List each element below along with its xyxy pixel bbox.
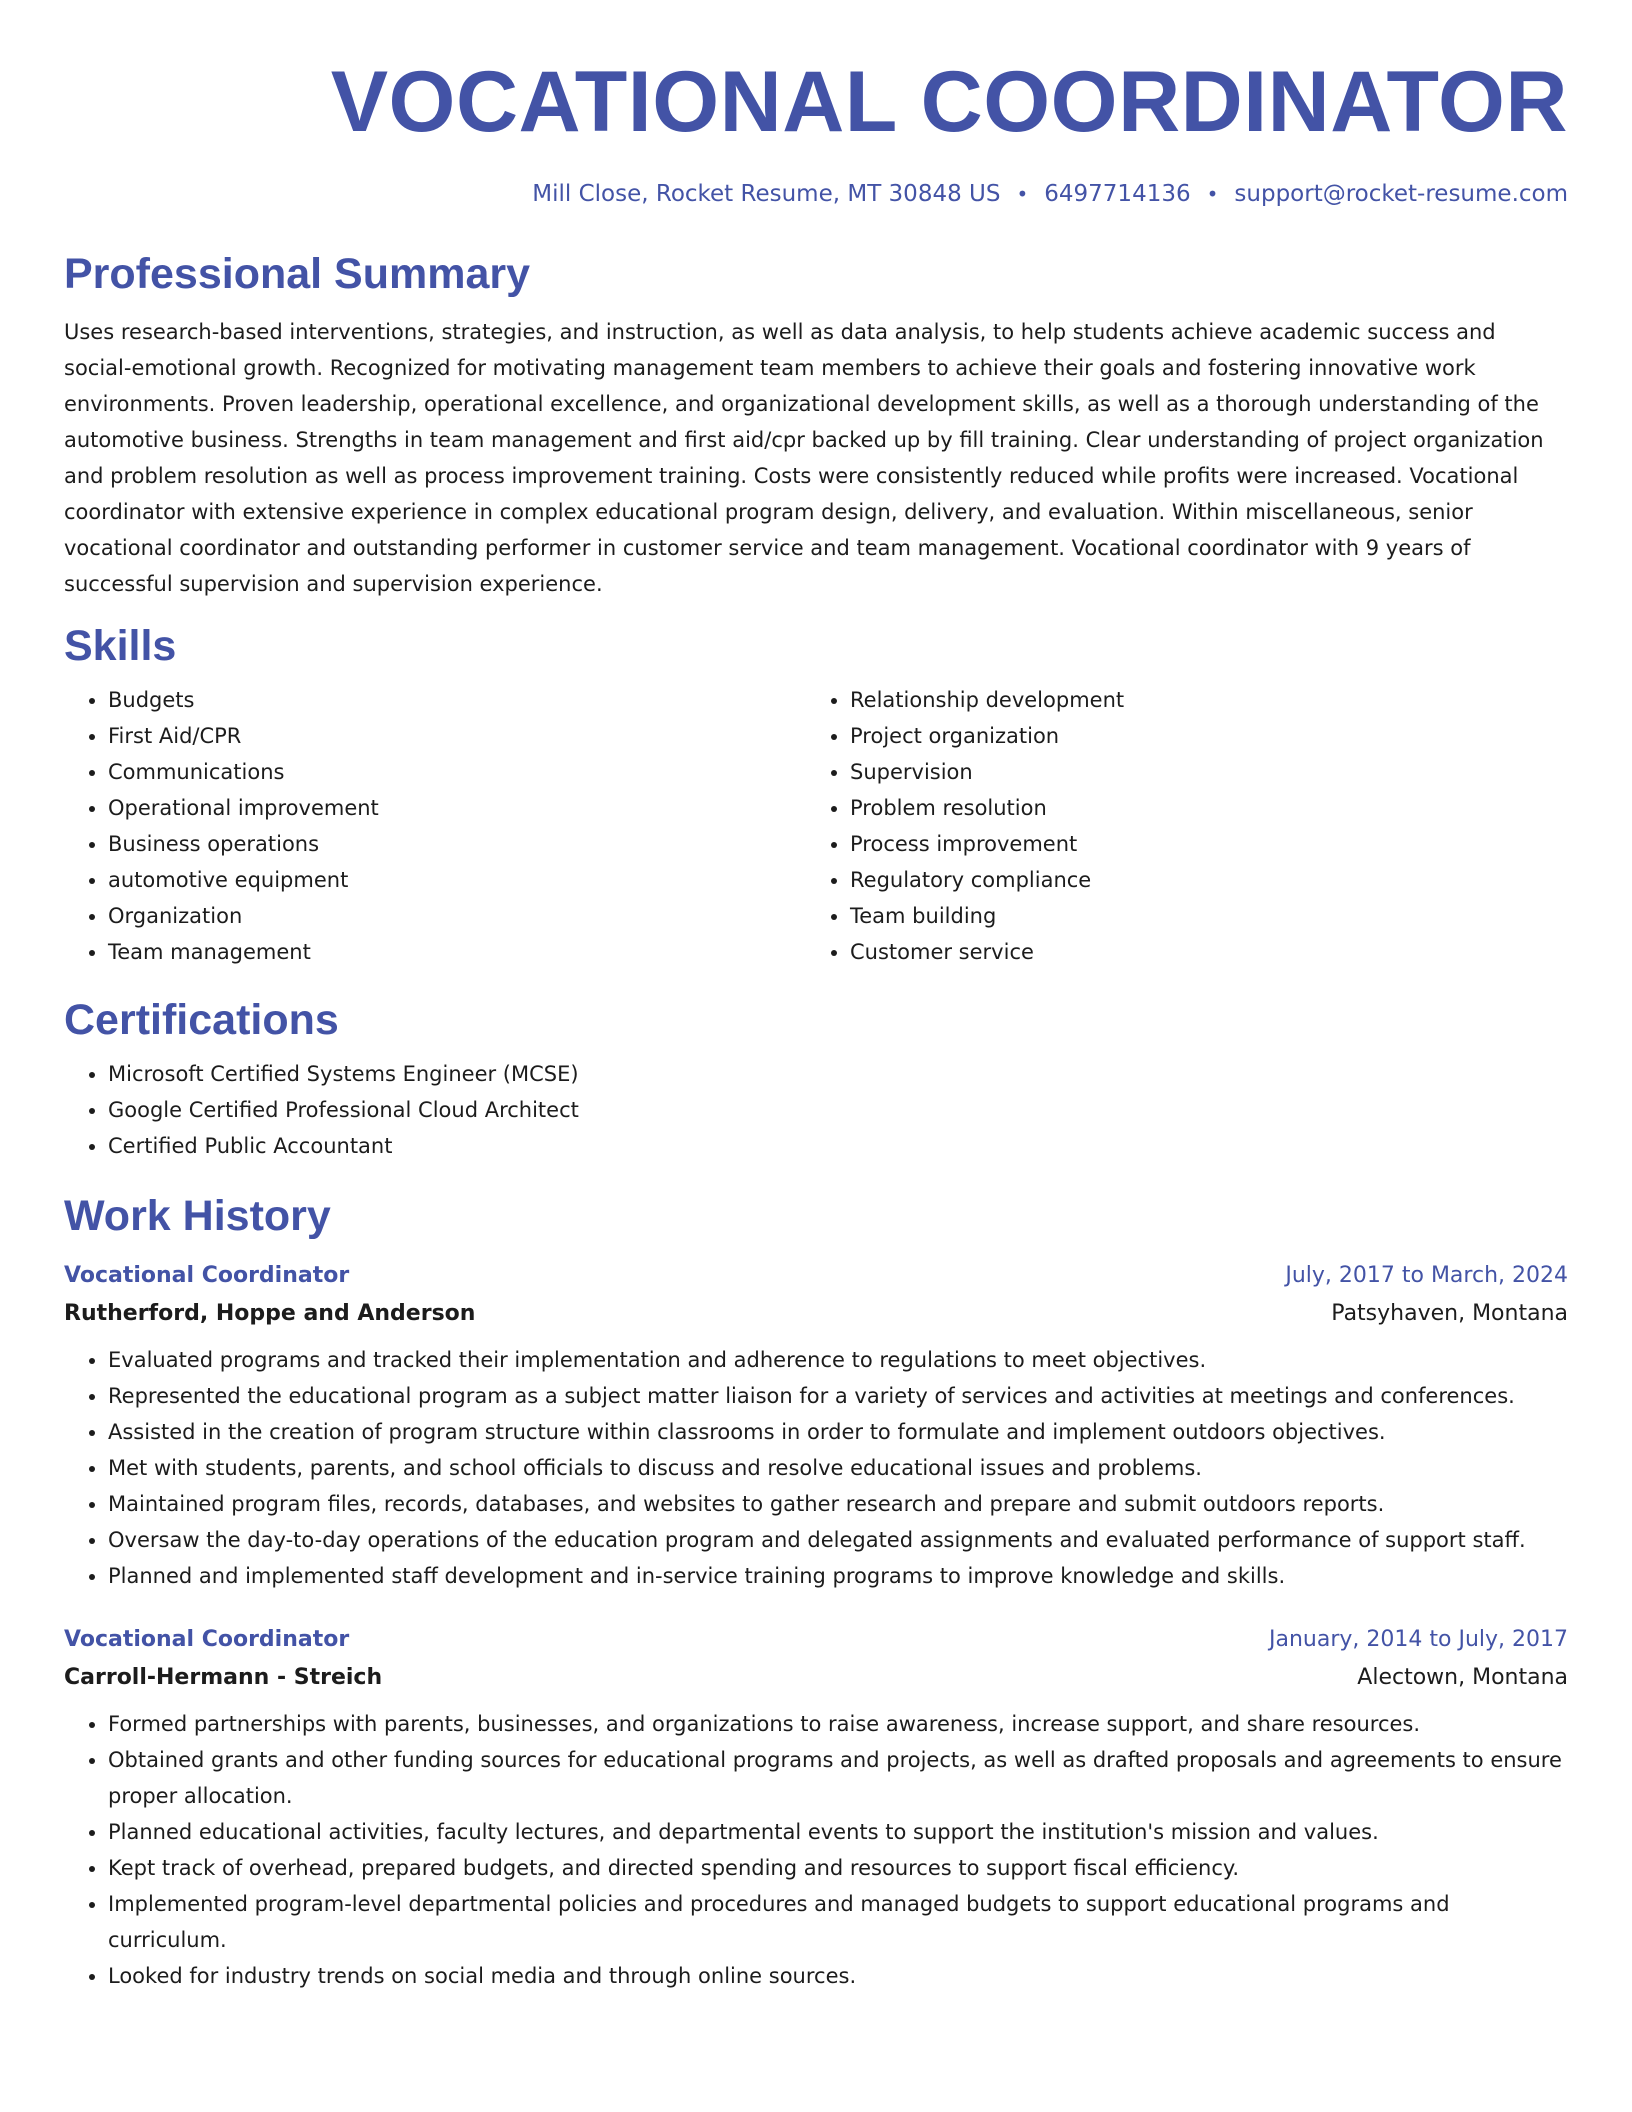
job-entry (64, 1258, 1568, 1594)
certification-item: • Google Certified Professional Cloud Architect (108, 1092, 1568, 1128)
resume-header (64, 0, 1568, 210)
skill-item: • Problem resolution (850, 790, 1548, 826)
job-duties-list (64, 1342, 1568, 1594)
skills-section (64, 620, 1568, 970)
job-dates: July, 2017 to March, 2024 (1285, 1263, 1568, 1288)
job-entry (64, 1622, 1568, 1994)
job-duty-item: • Formed partnerships with parents, businesses, and organizations to raise awareness, increase support, and share resources. (108, 1706, 1568, 1742)
job-duties-list (64, 1706, 1568, 1994)
job-duty-item: • Obtained grants and other funding sources for educational programs and projects, as well as drafted proposals and agreements to ensure proper allocation. (108, 1742, 1568, 1814)
skills-columns (64, 682, 1568, 970)
work-history-heading: Work History (64, 1192, 331, 1240)
job-company-row (64, 1294, 1568, 1334)
skills-list-right (806, 682, 1548, 970)
contact-separator: • (1206, 182, 1219, 206)
job-title-row (64, 1622, 1568, 1658)
certification-item: • Certified Public Accountant (108, 1128, 1568, 1164)
contact-line (64, 178, 1568, 210)
job-title: Vocational Coordinator (64, 1627, 350, 1652)
summary-heading: Professional Summary (64, 250, 531, 298)
certifications-heading: Certifications (64, 996, 339, 1044)
job-title-row (64, 1258, 1568, 1294)
skill-item: • Organization (108, 898, 806, 934)
job-location: Alectown, Montana (1357, 1665, 1568, 1690)
job-company: Carroll-Hermann - Streich (64, 1665, 383, 1690)
job-duty-item: • Kept track of overhead, prepared budgets, and directed spending and resources to support fiscal efficiency. (108, 1850, 1568, 1886)
skill-item: • Project organization (850, 718, 1548, 754)
certifications-section (64, 994, 1568, 1164)
skill-item: • Team building (850, 898, 1548, 934)
certifications-list (64, 1056, 1568, 1164)
skill-item: • Relationship development (850, 682, 1548, 718)
skill-item: • Operational improvement (108, 790, 806, 826)
contact-separator: • (1016, 182, 1029, 206)
job-duty-item: • Implemented program-level departmental policies and procedures and managed budgets to support educational programs and curriculum. (108, 1886, 1568, 1958)
job-location: Patsyhaven, Montana (1331, 1301, 1568, 1326)
skill-item: • Customer service (850, 934, 1548, 970)
skill-item: • Supervision (850, 754, 1548, 790)
skill-item: • Team management (108, 934, 806, 970)
contact-email: support@rocket-resume.com (1234, 181, 1568, 207)
skill-item: • Budgets (108, 682, 806, 718)
certification-item: • Microsoft Certified Systems Engineer (MCSE) (108, 1056, 1568, 1092)
job-duty-item: • Planned and implemented staff development and in-service training programs to improve knowledge and skills. (108, 1558, 1568, 1594)
job-duty-item: • Looked for industry trends on social media and through online sources. (108, 1958, 1568, 1994)
contact-phone: 6497714136 (1044, 181, 1191, 207)
contact-address: Mill Close, Rocket Resume, MT 30848 US (532, 181, 1001, 207)
job-dates: January, 2014 to July, 2017 (1269, 1627, 1568, 1652)
work-history-section (64, 1190, 1568, 1994)
job-title: Vocational Coordinator (64, 1263, 350, 1288)
skill-item: • Business operations (108, 826, 806, 862)
skill-item: • Regulatory compliance (850, 862, 1548, 898)
job-duty-item: • Maintained program files, records, databases, and websites to gather research and prepare and submit outdoors reports. (108, 1486, 1568, 1522)
job-company-row (64, 1658, 1568, 1698)
candidate-title: VOCATIONAL COORDINATOR (330, 54, 1568, 150)
job-company: Rutherford, Hoppe and Anderson (64, 1301, 476, 1326)
job-duty-item: • Represented the educational program as a subject matter liaison for a variety of services and activities at meetings and conferences. (108, 1378, 1568, 1414)
job-list (64, 1258, 1568, 1994)
job-duty-item: • Evaluated programs and tracked their implementation and adherence to regulations to meet objectives. (108, 1342, 1568, 1378)
summary-section (64, 248, 1568, 602)
skill-item: • Process improvement (850, 826, 1548, 862)
skill-item: • First Aid/CPR (108, 718, 806, 754)
skill-item: • Communications (108, 754, 806, 790)
job-duty-item: • Met with students, parents, and school officials to discuss and resolve educational issues and problems. (108, 1450, 1568, 1486)
job-duty-item: • Planned educational activities, faculty lectures, and departmental events to support the institution's mission and values. (108, 1814, 1568, 1850)
skill-item: • automotive equipment (108, 862, 806, 898)
resume-page (64, 0, 1568, 1994)
summary-text: Uses research-based interventions, strategies, and instruction, as well as data analysis, to help students achieve academic success and social-emotional growth. Recognized for motivating management team members to achieve their goals and fostering innovative work environments. Proven leadership, operational excellence, and organizational development skills, as well as a thorough understanding of the automotive business. Strengths in team management and first aid/cpr backed up by fill training. Clear understanding of project organization and problem resolution as well as process improvement training. Costs were consistently reduced while profits were increased. Vocational coordinator with extensive experience in complex educational program design, delivery, and evaluation. Within miscellaneous, senior vocational coordinator and outstanding performer in customer service and team management. Vocational coordinator with 9 years of successful supervision and supervision experience. (64, 320, 1544, 596)
job-duty-item: • Assisted in the creation of program structure within classrooms in order to formulate and implement outdoors objectives. (108, 1414, 1568, 1450)
job-duty-item: • Oversaw the day-to-day operations of the education program and delegated assignments and evaluated performance of support staff. (108, 1522, 1568, 1558)
skills-heading: Skills (64, 622, 177, 670)
skills-list-left (64, 682, 806, 970)
